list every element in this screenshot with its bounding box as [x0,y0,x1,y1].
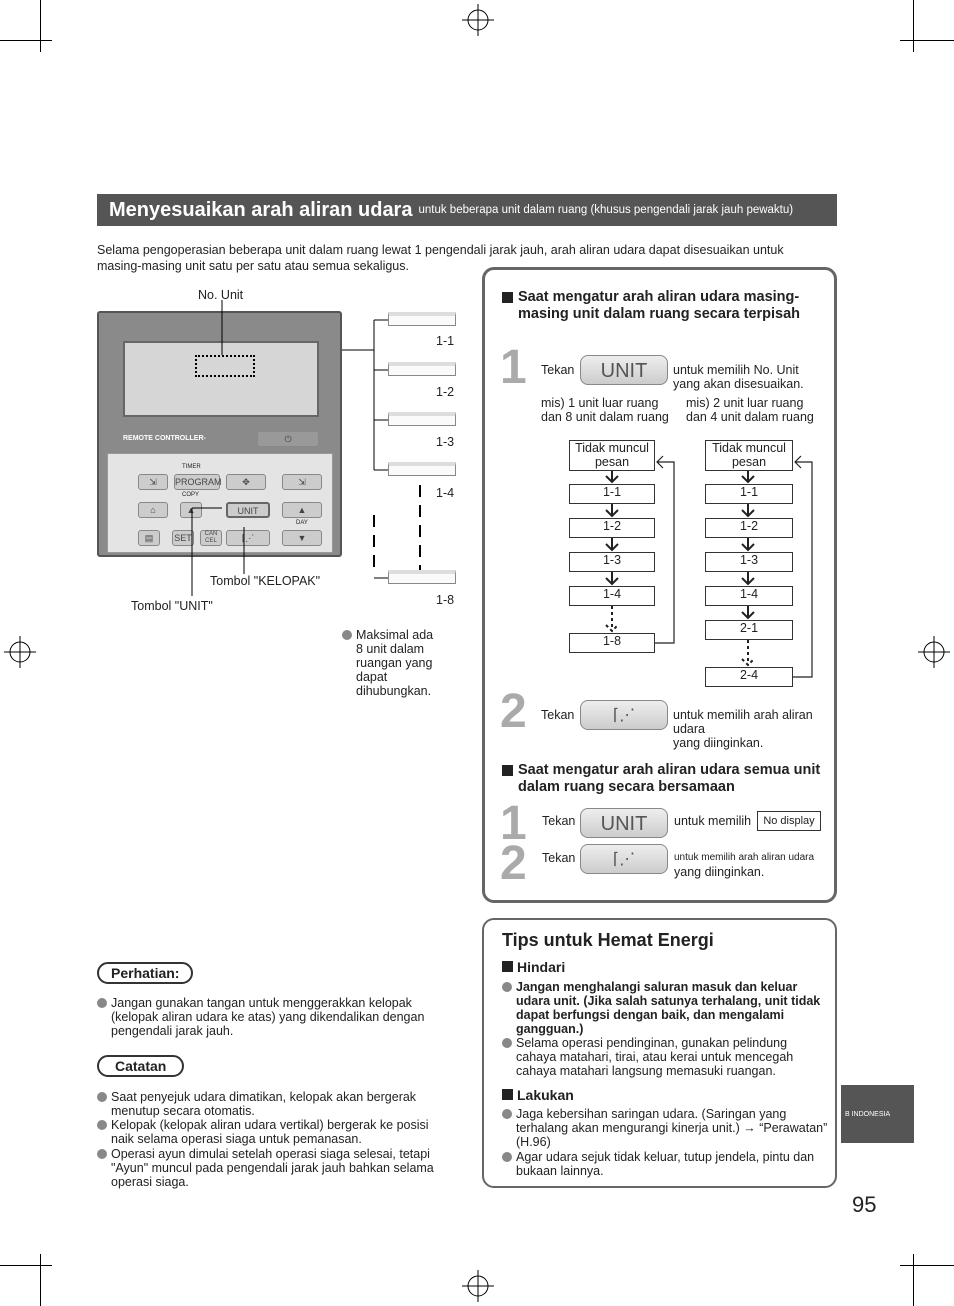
example-2: mis) 2 unit luar ruang dan 4 unit dalam ruang [686,396,814,424]
no-message-box: Tidak muncul pesan [569,440,655,471]
crop-mark [913,0,914,52]
press-label: Tekan [542,851,576,865]
step-number: 1 [500,797,527,850]
bullet-icon [97,1149,107,1159]
catatan-item [97,1147,447,1189]
registration-mark [462,4,494,36]
page-number: 95 [852,1192,877,1217]
bullet-icon [502,1038,512,1048]
crop-mark [0,1265,52,1266]
down-arrow-icon: ▼ [282,530,322,546]
registration-mark [918,636,950,668]
unit-key: UNIT [580,808,668,838]
page-title: Menyesuaikan arah aliran udara [109,198,413,221]
house-icon: ⌂ [138,502,168,518]
flow-step: 1-3 [569,552,655,572]
catatan-text: Saat penyejuk udara dimatikan, kelopak akan bergerak menutup secara otomatis. [111,1090,417,1118]
perhatian-text: Jangan gunakan tangan untuk menggerakkan kelopak (kelopak aliran udara ke atas) yang dikendalikan dengan pengendali jarak jauh. [111,996,425,1038]
language-tab: B INDONESIA [841,1085,914,1143]
louver-key: ⌈⋰ [580,844,668,874]
flow-step: 1-8 [569,633,655,653]
power-icon: ⏻ [257,431,319,447]
hindari-text: Jangan menghalangi saluran masuk dan keluar udara unit. (Jika salah satunya terhalang, unit tidak dapat berfungsi dengan baik, dan mengalami gangguan.) [516,980,821,1036]
no-unit-label: No. Unit [198,288,244,302]
intro-text: Selama pengoperasian beberapa unit dalam ruang lewat 1 pengendali jarak jauh, arah aliran udara dapat disesuaikan untuk masing-masing unit satu per satu atau semua sekaligus. [97,243,784,273]
swing-icon: ⇲ [282,474,322,490]
page-subtitle: untuk beberapa unit dalam ruang (khusus pengendali jarak jauh pewaktu) [418,204,794,216]
step-number: 2 [500,685,527,738]
hindari-heading [502,959,565,975]
indoor-unit [388,312,456,326]
lakukan-heading [502,1087,574,1103]
perhatian-label: Perhatian: [97,962,193,984]
unit-button: UNIT [226,502,270,518]
flow-step: 1-2 [705,518,793,538]
bullet-icon [97,1092,107,1102]
crop-mark [913,1254,914,1306]
cancel-button: CAN CEL [200,530,222,546]
registration-mark [4,636,36,668]
day-label: DAY [296,520,308,526]
section-title-bar [97,194,837,226]
lakukan-text: Jaga kebersihan saringan udara. (Saringan yang terhalang akan mengurangi kinerja unit.) → “Perawatan” (H.96) [516,1107,828,1149]
step2-all-text: untuk memilih arah aliran udara [674,852,815,863]
set-button: SET [172,530,194,546]
bullet-icon [502,1109,512,1119]
remote-button-panel [107,453,333,553]
catatan-text: Kelopak (kelopak aliran udara vertikal) bergerak ke posisi naik selama operasi siaga untuk pemanasan. [111,1118,429,1146]
bullet-icon [342,630,352,640]
lakukan-text: Agar udara sejuk tidak keluar, tutup jendela, pintu dan bukaan lainnya. [516,1150,815,1178]
unit-key: UNIT [580,355,668,385]
no-message-box: Tidak muncul pesan [705,440,793,471]
indoor-unit [388,570,456,584]
hindari-item [502,980,828,1036]
indoor-unit [388,412,456,426]
step-number: 1 [500,341,527,394]
flow-step: 2-4 [705,667,793,687]
hindari-label: Hindari [517,959,566,975]
indoor-unit [388,462,456,476]
timer-label: TIMER [182,464,201,470]
choose-label: untuk memilih [674,814,752,828]
catatan-label: Catatan [97,1055,184,1077]
hindari-text: Selama operasi pendinginan, gunakan pelindung cahaya matahari, tirai, atau kerai untuk mencegah cahaya matahari langsung memasuki ruangan. [516,1036,794,1078]
louver-button: ⌈⋰ [226,530,270,546]
section2-heading [502,762,822,796]
section1-title: Saat mengatur arah aliran udara masing-masing unit dalam ruang secara terpisah [518,289,801,322]
crop-mark [900,40,954,41]
up-arrow-icon: ▲ [282,502,322,518]
unit-label: 1-1 [436,334,455,348]
catatan-item [97,1090,447,1118]
flow-step: 1-1 [569,484,655,504]
registration-mark [462,1270,494,1302]
square-bullet-icon [502,1089,513,1100]
remote-label: REMOTE CONTROLLER- [123,435,206,442]
press-label: Tekan [542,814,576,828]
bullet-icon [502,982,512,992]
remote-screen [123,341,319,417]
flow-step: 1-4 [705,586,793,606]
louver-key: ⌈⋰ [580,700,668,730]
unit-label: 1-2 [436,385,455,399]
lakukan-item [502,1150,828,1178]
crop-mark [900,1265,954,1266]
bullet-icon [97,1120,107,1130]
no-display-box: No display [757,811,821,831]
unit-button-label: Tombol "UNIT" [131,599,213,613]
catatan-text: Operasi ayun dimulai setelah operasi siaga selesai, tetapi "Ayun" muncul pada pengendali jarak jauh bahkan selama operasi siaga. [111,1147,434,1189]
crop-mark [0,40,52,41]
square-bullet-icon [502,961,513,972]
unit-label: 1-3 [436,435,455,449]
bullet-icon [97,998,107,1008]
flow-step: 2-1 [705,620,793,640]
lakukan-item [502,1107,828,1149]
crop-mark [40,1254,41,1306]
press-label: Tekan [541,363,575,377]
tips-title: Tips untuk Hemat Energi [502,930,714,950]
crop-mark [40,0,41,52]
section2-title: Saat mengatur arah aliran udara semua unit dalam ruang secara bersamaan [518,762,821,795]
mode-icon: ⇲ [138,474,168,490]
max-units-note [342,628,442,698]
flow-step: 1-3 [705,552,793,572]
catatan-item [97,1118,447,1146]
step2-all-text2: yang diinginkan. [674,865,765,879]
flow-step: 1-2 [569,518,655,538]
square-bullet-icon [502,765,513,776]
flow-step: 1-4 [569,586,655,606]
unit-label: 1-8 [436,593,455,607]
bullet-icon [502,1152,512,1162]
example-1: mis) 1 unit luar ruang dan 8 unit dalam ruang [541,396,669,424]
fan-icon: ✥ [226,474,266,490]
press-label: Tekan [541,708,575,722]
indoor-unit [388,362,456,376]
program-button: PROGRAM [174,474,220,490]
step2-text: untuk memilih arah aliran udara [673,708,813,736]
unit-label: 1-4 [436,486,455,500]
lakukan-label: Lakukan [517,1087,574,1103]
menu-icon: ▤ [138,530,160,546]
louver-button-label: Tombol "KELOPAK" [210,574,321,588]
step2-text2: yang diinginkan. [673,736,764,750]
perhatian-item [97,996,447,1038]
unit-number-highlight [195,355,255,377]
square-bullet-icon [502,292,513,303]
step1-text: untuk memilih No. Unit yang akan disesuaikan. [673,363,804,391]
section1-heading [502,289,822,323]
copy-label: COPY [182,492,200,498]
remote-controller [97,311,342,557]
hindari-item [502,1036,828,1078]
step-number: 2 [500,837,527,890]
flow-step: 1-1 [705,484,793,504]
max-units-text: Maksimal ada 8 unit dalam ruangan yang dapat dihubungkan. [356,628,434,698]
up-arrow-icon: ▲ [180,502,202,518]
